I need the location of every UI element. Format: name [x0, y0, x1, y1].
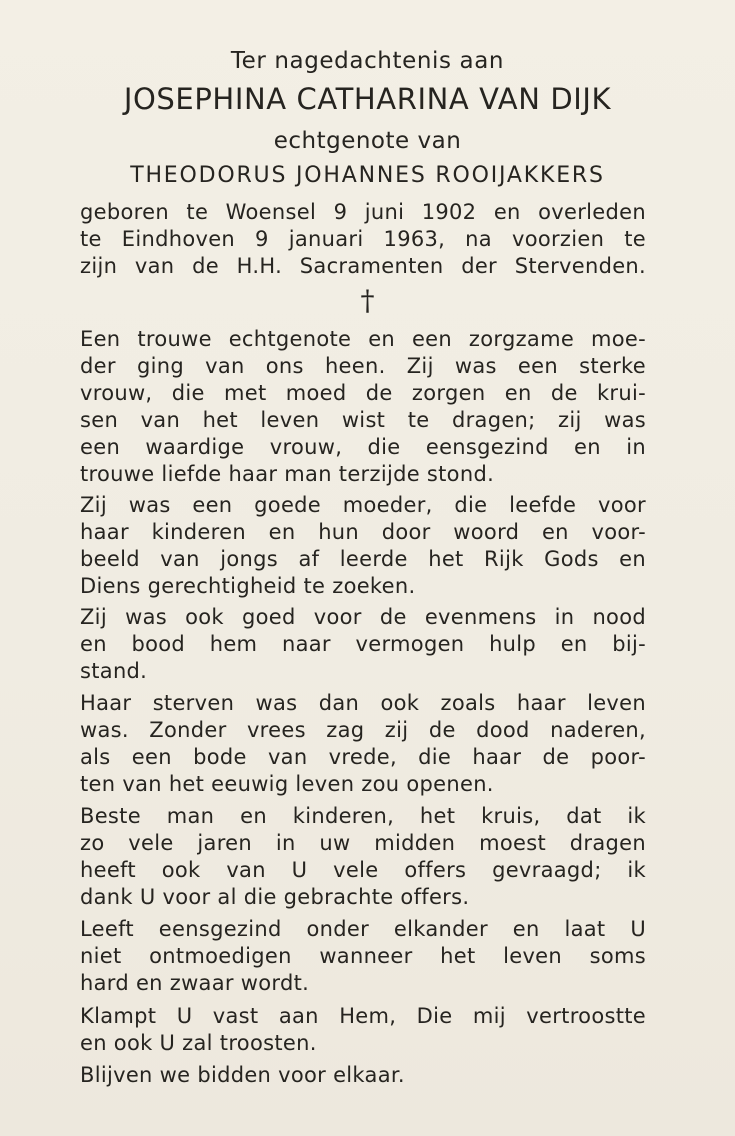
- text-line: Beste man en kinderen, het kruis, dat ik: [80, 804, 646, 828]
- paragraph-7: [80, 1003, 646, 1057]
- birth-death-block: [80, 199, 646, 280]
- text-line: Een trouwe echtgenote en een zorgzame moe-: [80, 327, 646, 351]
- text-line: Leeft eensgezind onder elkander en laat U: [80, 917, 646, 941]
- paragraph-6: [80, 916, 646, 997]
- text-line: en bood hem naar vermogen hulp en bij-: [80, 632, 646, 656]
- text-line: Diens gerechtigheid te zoeken.: [80, 574, 416, 598]
- text-line: niet ontmoedigen wanneer het leven soms: [80, 944, 646, 968]
- text-line: beeld van jongs af leerde het Rijk Gods en: [80, 547, 646, 571]
- text-line: Zij was een goede moeder, die leefde voor: [80, 493, 646, 517]
- birth-death-line: zijn van de H.H. Sacramenten der Stervenden.: [80, 254, 646, 278]
- text-line: trouwe liefde haar man terzijde stond.: [80, 462, 495, 486]
- text-line: Zij was ook goed voor de evenmens in nood: [80, 605, 646, 629]
- text-line: Haar sterven was dan ook zoals haar leven: [80, 691, 646, 715]
- paragraph-3: [80, 604, 646, 685]
- paragraph-1: [80, 326, 646, 488]
- text-line: heeft ook van U vele offers gevraagd; ik: [80, 858, 646, 882]
- text-line: hard en zwaar wordt.: [80, 971, 310, 995]
- text-line: zo vele jaren in uw midden moest dragen: [80, 831, 646, 855]
- spouse-label: echtgenote van: [273, 128, 462, 154]
- paragraph-5: [80, 803, 646, 911]
- deceased-name: JOSEPHINA CATHARINA VAN DIJK: [123, 82, 612, 116]
- paragraph-4: [80, 690, 646, 798]
- text-line: ten van het eeuwig leven zou openen.: [80, 772, 494, 796]
- spouse-name: THEODORUS JOHANNES ROOIJAKKERS: [130, 163, 605, 188]
- paragraph-2: [80, 492, 646, 600]
- text-line: Blijven we bidden voor elkaar.: [80, 1063, 405, 1087]
- text-line: als een bode van vrede, die haar de poor-: [80, 745, 646, 769]
- text-line: een waardige vrouw, die eensgezind en in: [80, 435, 646, 459]
- intro-line: Ter nagedachtenis aan: [230, 48, 505, 74]
- text-line: en ook U zal troosten.: [80, 1031, 317, 1055]
- text-line: was. Zonder vrees zag zij de dood naderen,: [80, 718, 646, 742]
- birth-death-line: geboren te Woensel 9 juni 1902 en overleden: [80, 200, 646, 224]
- text-line: sen van het leven wist te dragen; zij was: [80, 408, 646, 432]
- text-line: der ging van ons heen. Zij was een sterke: [80, 354, 646, 378]
- paragraph-8: [80, 1062, 646, 1089]
- text-line: haar kinderen en hun door woord en voor-: [80, 520, 646, 544]
- text-line: Klampt U vast aan Hem, Die mij vertroostte: [80, 1004, 646, 1028]
- cross-icon: †: [360, 284, 375, 317]
- text-line: vrouw, die met moed de zorgen en de krui-: [80, 381, 646, 405]
- text-line: dank U voor al die gebrachte offers.: [80, 885, 470, 909]
- birth-death-line: te Eindhoven 9 januari 1963, na voorzien te: [80, 227, 646, 251]
- text-line: stand.: [80, 659, 148, 683]
